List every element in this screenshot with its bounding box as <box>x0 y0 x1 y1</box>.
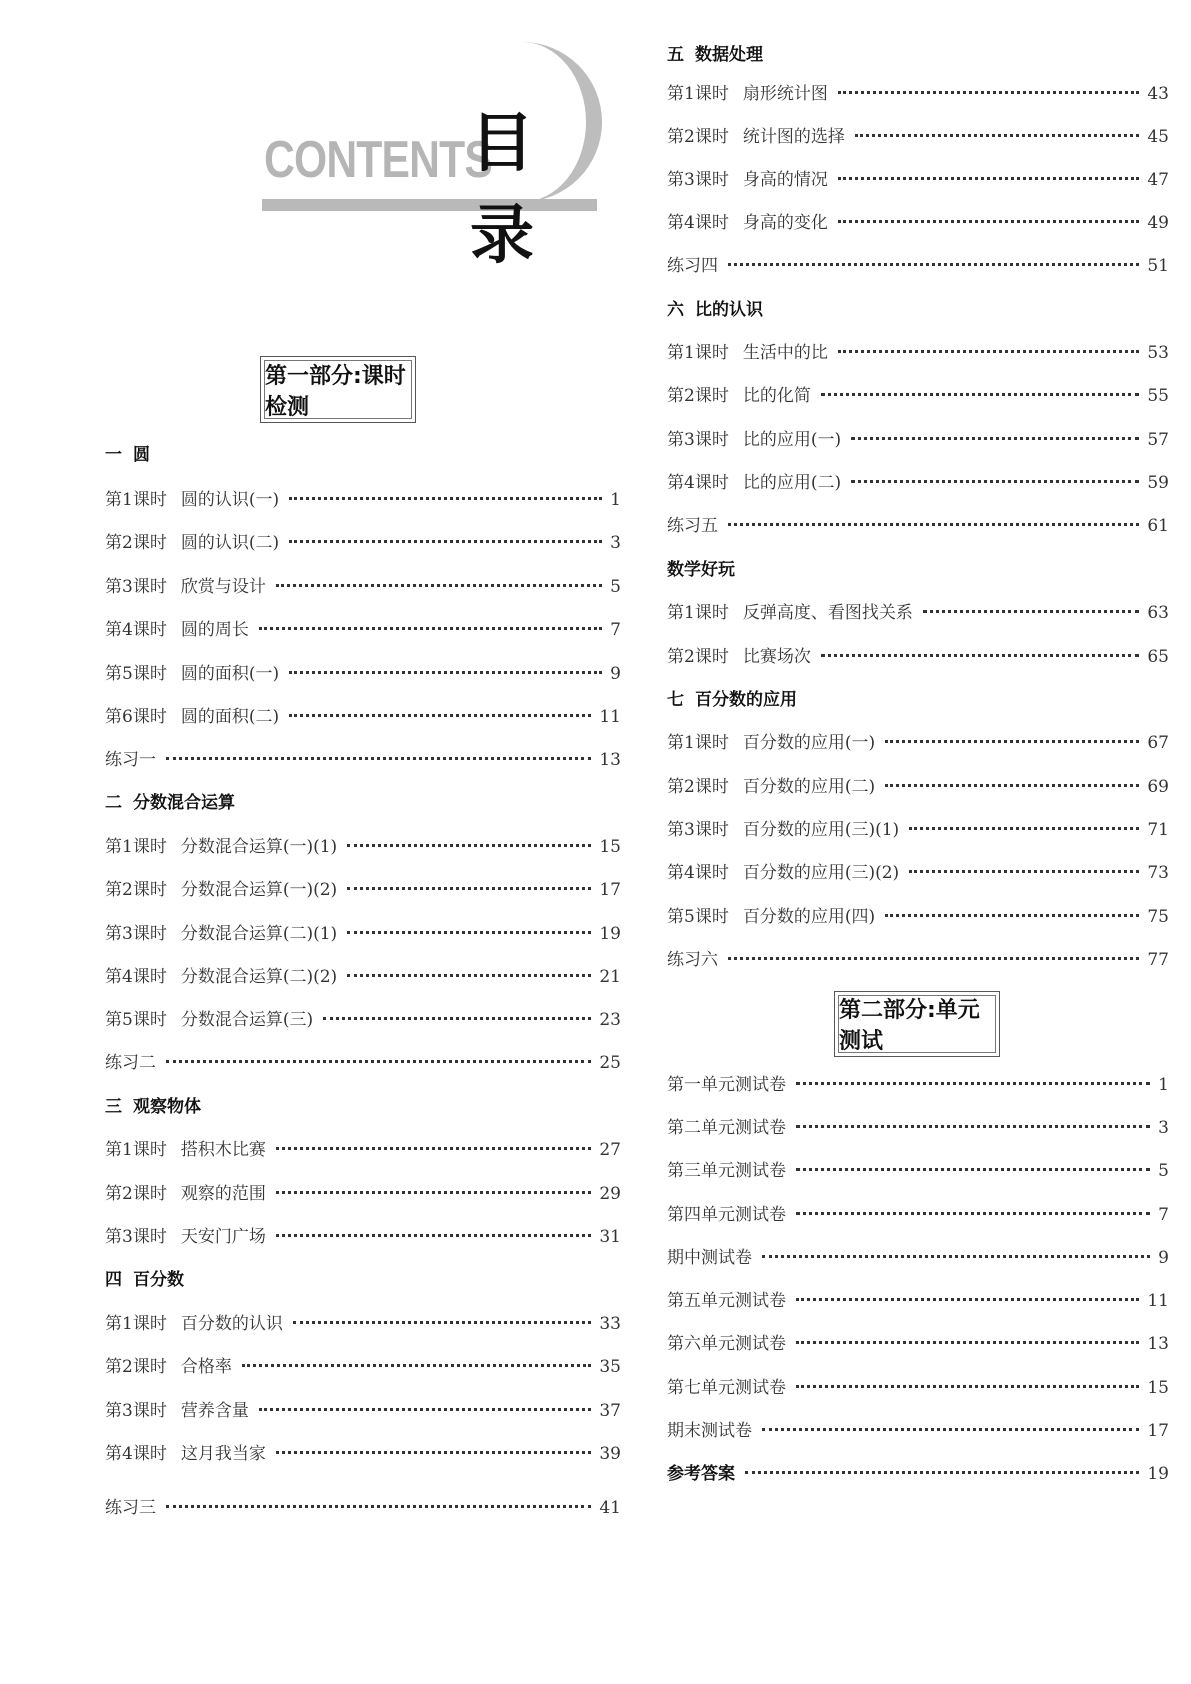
lesson-title: 圆的周长 <box>180 620 249 640</box>
toc-entry[interactable] <box>667 818 1169 842</box>
entry-label <box>667 384 811 408</box>
lesson-number: 第2课时 <box>667 777 729 797</box>
page-number: 61 <box>1147 516 1169 536</box>
toc-entry[interactable] <box>667 948 1169 972</box>
entry-label <box>105 1355 232 1379</box>
lesson-title: 比的应用(二) <box>742 473 842 493</box>
entry-label <box>105 878 337 902</box>
lesson-title: 百分数的应用(三)(1) <box>742 820 900 840</box>
lesson-number: 第1课时 <box>667 733 729 753</box>
page-number: 13 <box>599 750 621 770</box>
entry-label <box>667 341 828 365</box>
lesson-number: 第1课时 <box>667 343 729 363</box>
lesson-title: 圆的认识(二) <box>180 533 280 553</box>
test-paper-entry[interactable] <box>667 1462 1169 1486</box>
entry-label <box>667 818 899 842</box>
page-number: 31 <box>599 1227 621 1247</box>
dot-leader <box>289 671 602 674</box>
dot-leader <box>838 91 1140 94</box>
page-number: 1 <box>1158 1075 1169 1095</box>
contents-word: CONTENTS <box>264 131 492 189</box>
dot-leader <box>796 1212 1150 1215</box>
page-number: 49 <box>1147 213 1169 233</box>
toc-entry[interactable] <box>105 1442 621 1466</box>
section-name: 分数混合运算 <box>133 793 235 813</box>
dot-leader <box>347 844 591 847</box>
lesson-number: 第3课时 <box>105 577 167 597</box>
dot-leader <box>923 610 1140 613</box>
dot-leader <box>166 1060 591 1063</box>
entry-label <box>105 662 279 686</box>
lesson-number: 第2课时 <box>667 386 729 406</box>
section-number: 五 <box>667 45 684 65</box>
section-name: 数学好玩 <box>667 560 735 580</box>
page-number: 7 <box>610 620 621 640</box>
toc-entry[interactable] <box>105 488 621 512</box>
lesson-number: 第2课时 <box>105 533 167 553</box>
page-number: 15 <box>599 837 621 857</box>
entry-label <box>667 645 811 669</box>
lesson-title: 分数混合运算(二)(1) <box>180 924 338 944</box>
lesson-title: 百分数的应用(四) <box>742 907 876 927</box>
toc-entry[interactable] <box>105 575 621 599</box>
dot-leader <box>242 1364 592 1367</box>
test-paper-title: 第五单元测试卷 <box>667 1291 786 1311</box>
lesson-title: 分数混合运算(一)(1) <box>180 837 338 857</box>
entry-label <box>105 1399 249 1423</box>
dot-leader <box>276 1147 592 1150</box>
toc-entry[interactable] <box>105 1312 621 1336</box>
lesson-title: 这月我当家 <box>180 1444 266 1464</box>
dot-leader <box>796 1341 1139 1344</box>
lesson-number: 第2课时 <box>105 1184 167 1204</box>
lesson-title: 扇形统计图 <box>742 84 828 104</box>
entry-label <box>105 705 279 729</box>
lesson-number: 第1课时 <box>105 1140 167 1160</box>
part2-title: 第二部分:单元测试 <box>838 995 996 1053</box>
dot-leader <box>276 1191 592 1194</box>
toc-entry[interactable] <box>667 125 1169 149</box>
toc-entry[interactable] <box>667 775 1169 799</box>
lesson-title: 分数混合运算(二)(2) <box>180 967 338 987</box>
test-paper-entry[interactable] <box>667 1159 1169 1183</box>
dot-leader <box>885 740 1139 743</box>
dot-leader <box>276 584 602 587</box>
lesson-number: 第4课时 <box>667 863 729 883</box>
dot-leader <box>289 714 591 717</box>
lesson-number: 第4课时 <box>105 620 167 640</box>
lesson-number: 第1课时 <box>105 1314 167 1334</box>
page-number: 51 <box>1147 256 1169 276</box>
lesson-title: 比的化简 <box>742 386 811 406</box>
entry-label <box>105 1442 266 1466</box>
section-number: 二 <box>105 793 122 813</box>
lesson-title: 比的应用(一) <box>742 430 842 450</box>
page-number: 19 <box>1147 1464 1169 1484</box>
lesson-number: 第4课时 <box>667 213 729 233</box>
toc-entry[interactable] <box>105 1225 621 1249</box>
page-number: 69 <box>1147 777 1169 797</box>
dot-leader <box>796 1168 1150 1171</box>
lesson-title: 反弹高度、看图找关系 <box>742 603 913 623</box>
page-number: 33 <box>599 1314 621 1334</box>
lesson-title: 统计图的选择 <box>742 127 845 147</box>
page-number: 11 <box>1147 1291 1169 1311</box>
test-paper-entry[interactable] <box>667 1289 1169 1313</box>
dot-leader <box>838 177 1140 180</box>
toc-entry[interactable] <box>667 861 1169 885</box>
toc-entry[interactable] <box>667 168 1169 192</box>
toc-entry[interactable] <box>105 662 621 686</box>
page-number: 7 <box>1158 1205 1169 1225</box>
lesson-title: 生活中的比 <box>742 343 828 363</box>
dot-leader <box>745 1471 1139 1474</box>
dot-leader <box>293 1321 592 1324</box>
lesson-title: 练习一 <box>105 750 156 770</box>
dot-leader <box>347 887 591 890</box>
lesson-number: 第4课时 <box>105 967 167 987</box>
lesson-number: 第5课时 <box>105 1010 167 1030</box>
entry-label <box>105 1008 313 1032</box>
entry-label <box>105 618 249 642</box>
toc-entry[interactable] <box>667 82 1169 106</box>
lesson-number: 第6课时 <box>105 707 167 727</box>
dot-leader <box>838 350 1140 353</box>
section-heading <box>667 299 763 321</box>
page-number: 57 <box>1147 430 1169 450</box>
toc-entry[interactable] <box>105 835 621 859</box>
entry-label <box>105 1496 156 1520</box>
lesson-title: 比赛场次 <box>742 647 811 667</box>
lesson-number: 第4课时 <box>667 473 729 493</box>
toc-entry[interactable] <box>667 645 1169 669</box>
entry-label <box>105 1312 283 1336</box>
page-number: 59 <box>1147 473 1169 493</box>
section-heading <box>105 444 150 466</box>
section-number: 七 <box>667 690 684 710</box>
test-paper-entry[interactable] <box>667 1332 1169 1356</box>
lesson-number: 第5课时 <box>105 664 167 684</box>
page-number: 53 <box>1147 343 1169 363</box>
toc-entry[interactable] <box>667 514 1169 538</box>
entry-label <box>667 861 899 885</box>
entry-label <box>105 488 279 512</box>
page-number: 39 <box>599 1444 621 1464</box>
dot-leader <box>728 263 1139 266</box>
dot-leader <box>276 1234 592 1237</box>
test-paper-title: 期末测试卷 <box>667 1421 752 1441</box>
page-number: 77 <box>1147 950 1169 970</box>
page-number: 5 <box>610 577 621 597</box>
test-paper-entry[interactable] <box>667 1246 1169 1270</box>
toc-entry[interactable] <box>105 1496 621 1520</box>
lesson-title: 合格率 <box>180 1357 232 1377</box>
entry-label <box>105 835 337 859</box>
toc-entry[interactable] <box>105 1182 621 1206</box>
page-number: 37 <box>599 1401 621 1421</box>
lesson-title: 练习五 <box>667 516 718 536</box>
dot-leader <box>821 654 1140 657</box>
section-number: 三 <box>105 1097 122 1117</box>
toc-entry[interactable] <box>105 1138 621 1162</box>
test-paper-entry[interactable] <box>667 1203 1169 1227</box>
section-name: 百分数的应用 <box>695 690 797 710</box>
test-paper-title: 第四单元测试卷 <box>667 1205 786 1225</box>
part1-title-box <box>260 356 416 423</box>
toc-entry[interactable] <box>105 1051 621 1075</box>
entry-label <box>667 254 718 278</box>
page-title: 目录 <box>470 106 558 273</box>
dot-leader <box>821 393 1140 396</box>
toc-entry[interactable] <box>667 731 1169 755</box>
lesson-number: 第2课时 <box>105 1357 167 1377</box>
page-number: 9 <box>1158 1248 1169 1268</box>
page-number: 3 <box>610 533 621 553</box>
entry-label <box>667 82 828 106</box>
dot-leader <box>728 523 1139 526</box>
entry-label <box>105 1225 266 1249</box>
lesson-title: 圆的面积(二) <box>180 707 280 727</box>
part2-title-box <box>834 991 1000 1057</box>
dot-leader <box>276 1451 592 1454</box>
entry-label <box>105 748 156 772</box>
entry-label <box>667 905 875 929</box>
test-paper-title: 第一单元测试卷 <box>667 1075 786 1095</box>
dot-leader <box>855 134 1140 137</box>
dot-leader <box>166 1505 591 1508</box>
toc-entry[interactable] <box>105 922 621 946</box>
page-number: 5 <box>1158 1161 1169 1181</box>
page-number: 3 <box>1158 1118 1169 1138</box>
lesson-title: 百分数的应用(二) <box>742 777 876 797</box>
page-number: 43 <box>1147 84 1169 104</box>
page-number: 13 <box>1147 1334 1169 1354</box>
section-heading <box>667 559 735 581</box>
toc-entry[interactable] <box>105 1355 621 1379</box>
lesson-number: 第2课时 <box>667 647 729 667</box>
entry-label <box>667 211 828 235</box>
test-paper-entry[interactable] <box>667 1376 1169 1400</box>
toc-entry[interactable] <box>105 618 621 642</box>
dot-leader <box>838 220 1140 223</box>
section-number: 六 <box>667 300 684 320</box>
lesson-title: 百分数的认识 <box>180 1314 283 1334</box>
lesson-number: 第1课时 <box>667 603 729 623</box>
lesson-number: 第1课时 <box>105 490 167 510</box>
test-paper-title: 第三单元测试卷 <box>667 1161 786 1181</box>
page-number: 73 <box>1147 863 1169 883</box>
entry-label <box>105 1182 266 1206</box>
lesson-number: 第2课时 <box>667 127 729 147</box>
lesson-title: 练习二 <box>105 1053 156 1073</box>
entry-label <box>105 922 337 946</box>
page-number: 65 <box>1147 647 1169 667</box>
dot-leader <box>885 914 1139 917</box>
lesson-title: 营养含量 <box>180 1401 249 1421</box>
lesson-number: 第4课时 <box>105 1444 167 1464</box>
section-heading <box>667 689 797 711</box>
section-heading <box>105 792 235 814</box>
dot-leader <box>347 931 591 934</box>
test-paper-entry[interactable] <box>667 1116 1169 1140</box>
entry-label <box>667 168 828 192</box>
page-number: 45 <box>1147 127 1169 147</box>
dot-leader <box>259 1408 592 1411</box>
page-number: 35 <box>599 1357 621 1377</box>
page-number: 19 <box>599 924 621 944</box>
test-paper-title: 期中测试卷 <box>667 1248 752 1268</box>
page-number: 17 <box>1147 1421 1169 1441</box>
entry-label <box>667 125 845 149</box>
toc-entry[interactable] <box>105 878 621 902</box>
test-paper-title: 第七单元测试卷 <box>667 1378 786 1398</box>
lesson-title: 分数混合运算(一)(2) <box>180 880 338 900</box>
dot-leader <box>762 1255 1150 1258</box>
dot-leader <box>909 827 1139 830</box>
toc-entry[interactable] <box>667 905 1169 929</box>
section-heading <box>667 44 763 66</box>
entry-label <box>667 428 841 452</box>
lesson-number: 第3课时 <box>667 430 729 450</box>
page-number: 1 <box>610 490 621 510</box>
page-number: 55 <box>1147 386 1169 406</box>
page-number: 21 <box>599 967 621 987</box>
lesson-title: 圆的认识(一) <box>180 490 280 510</box>
page-number: 71 <box>1147 820 1169 840</box>
dot-leader <box>885 784 1139 787</box>
dot-leader <box>851 437 1139 440</box>
lesson-title: 天安门广场 <box>180 1227 266 1247</box>
dot-leader <box>323 1017 591 1020</box>
toc-entry[interactable] <box>105 748 621 772</box>
lesson-title: 练习三 <box>105 1498 156 1518</box>
page-number: 25 <box>599 1053 621 1073</box>
page-number: 63 <box>1147 603 1169 623</box>
test-paper-title: 第六单元测试卷 <box>667 1334 786 1354</box>
toc-entry[interactable] <box>667 601 1169 625</box>
page-number: 41 <box>599 1498 621 1518</box>
test-paper-entry[interactable] <box>667 1419 1169 1443</box>
section-heading <box>105 1096 201 1118</box>
lesson-title: 欣赏与设计 <box>180 577 266 597</box>
section-name: 数据处理 <box>695 45 763 65</box>
entry-label <box>105 965 337 989</box>
entry-label <box>105 1138 266 1162</box>
entry-label <box>667 601 913 625</box>
test-paper-entry[interactable] <box>667 1073 1169 1097</box>
dot-leader <box>728 957 1139 960</box>
section-name: 比的认识 <box>695 300 763 320</box>
lesson-title: 练习四 <box>667 256 718 276</box>
dot-leader <box>762 1428 1139 1431</box>
entry-label <box>105 575 266 599</box>
toc-entry[interactable] <box>667 428 1169 452</box>
lesson-number: 第3课时 <box>105 1401 167 1421</box>
dot-leader <box>796 1298 1139 1301</box>
section-name: 观察物体 <box>133 1097 201 1117</box>
lesson-title: 观察的范围 <box>180 1184 266 1204</box>
toc-entry[interactable] <box>105 705 621 729</box>
page-number: 47 <box>1147 170 1169 190</box>
lesson-title: 身高的变化 <box>742 213 828 233</box>
lesson-number: 第3课时 <box>667 820 729 840</box>
toc-entry[interactable] <box>667 211 1169 235</box>
entry-label <box>105 531 279 555</box>
lesson-title: 练习六 <box>667 950 718 970</box>
toc-entry[interactable] <box>105 531 621 555</box>
toc-entry[interactable] <box>667 341 1169 365</box>
lesson-title: 分数混合运算(三) <box>180 1010 314 1030</box>
toc-entry[interactable] <box>667 254 1169 278</box>
page-number: 15 <box>1147 1378 1169 1398</box>
entry-label <box>667 471 841 495</box>
dot-leader <box>909 870 1139 873</box>
toc-entry[interactable] <box>667 384 1169 408</box>
test-paper-title: 第二单元测试卷 <box>667 1118 786 1138</box>
entry-label <box>667 731 875 755</box>
section-name: 圆 <box>133 445 150 465</box>
lesson-title: 百分数的应用(三)(2) <box>742 863 900 883</box>
lesson-number: 第2课时 <box>105 880 167 900</box>
lesson-number: 第1课时 <box>667 84 729 104</box>
lesson-number: 第3课时 <box>105 924 167 944</box>
lesson-title: 身高的情况 <box>742 170 828 190</box>
page-number: 67 <box>1147 733 1169 753</box>
lesson-number: 第5课时 <box>667 907 729 927</box>
page-number: 11 <box>599 707 621 727</box>
test-paper-title: 参考答案 <box>667 1464 735 1484</box>
part1-title: 第一部分:课时检测 <box>264 360 412 419</box>
page-number: 27 <box>599 1140 621 1160</box>
entry-label <box>667 514 718 538</box>
dot-leader <box>851 480 1139 483</box>
page-number: 29 <box>599 1184 621 1204</box>
toc-entry[interactable] <box>667 471 1169 495</box>
page-number: 17 <box>599 880 621 900</box>
dot-leader <box>347 974 591 977</box>
dot-leader <box>796 1082 1150 1085</box>
entry-label <box>667 948 718 972</box>
dot-leader <box>166 757 591 760</box>
entry-label <box>667 775 875 799</box>
section-number: 一 <box>105 445 122 465</box>
toc-entry[interactable] <box>105 965 621 989</box>
page-number: 23 <box>599 1010 621 1030</box>
dot-leader <box>796 1385 1139 1388</box>
page-number: 75 <box>1147 907 1169 927</box>
toc-entry[interactable] <box>105 1399 621 1423</box>
lesson-number: 第3课时 <box>105 1227 167 1247</box>
lesson-title: 圆的面积(一) <box>180 664 280 684</box>
dot-leader <box>796 1125 1150 1128</box>
lesson-title: 搭积木比赛 <box>180 1140 266 1160</box>
entry-label <box>105 1051 156 1075</box>
dot-leader <box>289 540 602 543</box>
lesson-number: 第3课时 <box>667 170 729 190</box>
toc-entry[interactable] <box>105 1008 621 1032</box>
section-number: 四 <box>105 1270 122 1290</box>
dot-leader <box>259 627 602 630</box>
contents-header <box>262 52 602 273</box>
dot-leader <box>289 497 602 500</box>
lesson-title: 百分数的应用(一) <box>742 733 876 753</box>
page-number: 9 <box>610 664 621 684</box>
section-heading <box>105 1269 184 1291</box>
section-name: 百分数 <box>133 1270 184 1290</box>
lesson-number: 第1课时 <box>105 837 167 857</box>
